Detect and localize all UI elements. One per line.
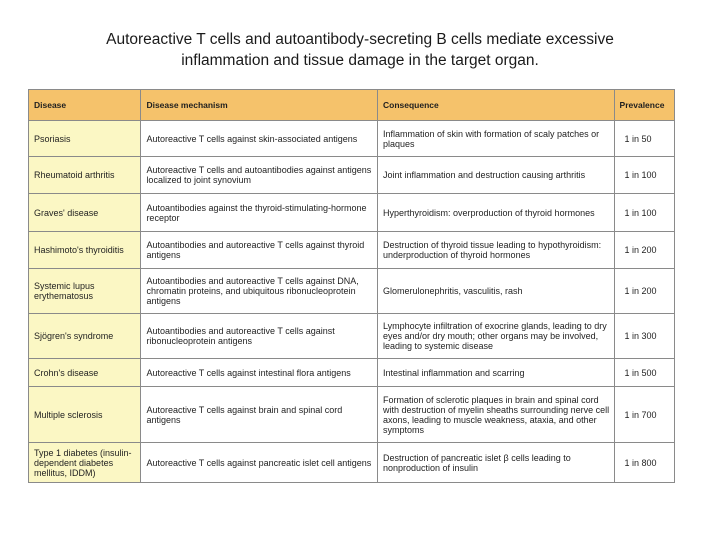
consequence-cell: Formation of sclerotic plaques in brain and spinal cord with destruction of myelin sheaths surrounding nerve cell axons, leading to muscle weakness, ataxia, and other symptoms xyxy=(377,387,614,443)
disease-cell: Crohn's disease xyxy=(29,359,141,387)
disease-cell: Hashimoto's thyroiditis xyxy=(29,232,141,269)
consequence-cell: Lymphocyte infiltration of exocrine glands, leading to dry eyes and/or dry mouth; other organs may be involved, leading to systemic disease xyxy=(377,314,614,359)
disease-cell: Systemic lupus erythematosus xyxy=(29,269,141,314)
consequence-cell: Glomerulonephritis, vasculitis, rash xyxy=(377,269,614,314)
header-disease: Disease xyxy=(29,90,141,121)
disease-cell: Multiple sclerosis xyxy=(29,387,141,443)
disease-cell: Sjögren's syndrome xyxy=(29,314,141,359)
table-row xyxy=(29,443,675,483)
prevalence-cell: 1 in 200 xyxy=(614,232,674,269)
title-line-1: Autoreactive T cells and autoantibody-secreting B cells mediate excessive xyxy=(106,31,614,48)
prevalence-cell: 1 in 500 xyxy=(614,359,674,387)
mechanism-cell: Autoantibodies and autoreactive T cells against ribonucleoprotein antigens xyxy=(141,314,378,359)
prevalence-cell: 1 in 100 xyxy=(614,194,674,232)
title-line-2: inflammation and tissue damage in the target organ. xyxy=(181,52,539,69)
mechanism-cell: Autoreactive T cells against skin-associated antigens xyxy=(141,121,378,157)
consequence-cell: Destruction of thyroid tissue leading to hypothyroidism: underproduction of thyroid hormones xyxy=(377,232,614,269)
table-row xyxy=(29,314,675,359)
consequence-cell: Destruction of pancreatic islet β cells leading to nonproduction of insulin xyxy=(377,443,614,483)
prevalence-cell: 1 in 200 xyxy=(614,269,674,314)
table-row xyxy=(29,232,675,269)
mechanism-cell: Autoantibodies and autoreactive T cells against DNA, chromatin proteins, and ubiquitous ribonucleoprotein antigens xyxy=(141,269,378,314)
table-row xyxy=(29,359,675,387)
disease-cell: Rheumatoid arthritis xyxy=(29,157,141,194)
table-header-row xyxy=(29,90,675,121)
consequence-cell: Intestinal inflammation and scarring xyxy=(377,359,614,387)
prevalence-cell: 1 in 800 xyxy=(614,443,674,483)
table-row xyxy=(29,157,675,194)
table-row xyxy=(29,194,675,232)
prevalence-cell: 1 in 300 xyxy=(614,314,674,359)
prevalence-cell: 1 in 100 xyxy=(614,157,674,194)
consequence-cell: Joint inflammation and destruction causing arthritis xyxy=(377,157,614,194)
slide-title xyxy=(40,29,680,71)
mechanism-cell: Autoantibodies and autoreactive T cells against thyroid antigens xyxy=(141,232,378,269)
mechanism-cell: Autoreactive T cells against intestinal flora antigens xyxy=(141,359,378,387)
prevalence-cell: 1 in 50 xyxy=(614,121,674,157)
header-prevalence: Prevalence xyxy=(614,90,674,121)
mechanism-cell: Autoreactive T cells and autoantibodies against antigens localized to joint synovium xyxy=(141,157,378,194)
disease-cell: Psoriasis xyxy=(29,121,141,157)
table-row xyxy=(29,269,675,314)
header-consequence: Consequence xyxy=(377,90,614,121)
prevalence-cell: 1 in 700 xyxy=(614,387,674,443)
consequence-cell: Inflammation of skin with formation of scaly patches or plaques xyxy=(377,121,614,157)
consequence-cell: Hyperthyroidism: overproduction of thyroid hormones xyxy=(377,194,614,232)
mechanism-cell: Autoreactive T cells against pancreatic islet cell antigens xyxy=(141,443,378,483)
mechanism-cell: Autoreactive T cells against brain and spinal cord antigens xyxy=(141,387,378,443)
disease-cell: Graves' disease xyxy=(29,194,141,232)
mechanism-cell: Autoantibodies against the thyroid-stimulating-hormone receptor xyxy=(141,194,378,232)
table-row xyxy=(29,121,675,157)
table-row xyxy=(29,387,675,443)
disease-cell: Type 1 diabetes (insulin-dependent diabetes mellitus, IDDM) xyxy=(29,443,141,483)
header-mechanism: Disease mechanism xyxy=(141,90,378,121)
autoimmune-disease-table xyxy=(28,89,675,483)
